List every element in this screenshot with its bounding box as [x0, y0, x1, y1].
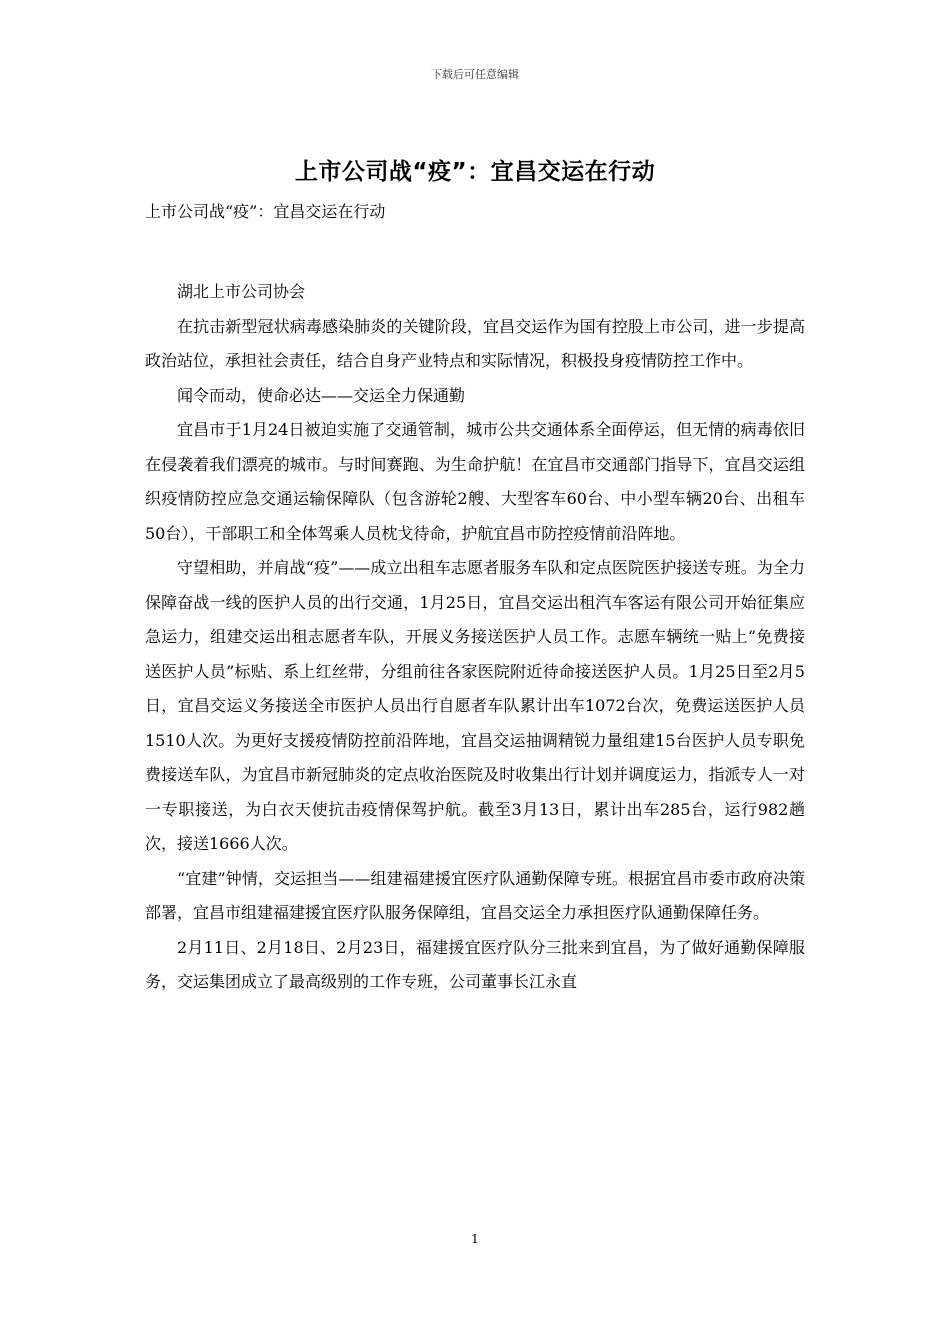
author-line: 湖北上市公司协会	[177, 282, 306, 301]
document-subtitle: 上市公司战“疫”：宜昌交运在行动	[145, 202, 386, 221]
paragraph-traffic-control: 宜昌市于1月24日被迫实施了交通管制，城市公共交通体系全面停运，但无情的病毒依旧在侵袭着我们漂亮的城市。与时间赛跑、为生命护航！在宜昌市交通部门指导下，宜昌交运组织疫情防控应急交通运输保障队（包含游轮2艘、大型客车60台、中小型车辆20台、出租车50台），干部职工和全体驾乘人员枕戈待命，护航宜昌市防控疫情前沿阵地。	[145, 420, 805, 543]
page-header: 下载后可任意编辑	[431, 68, 519, 81]
paragraph-intro: 在抗击新型冠状病毒感染肺炎的关键阶段，宜昌交运作为国有控股上市公司，进一步提高政治站位，承担社会责任，结合自身产业特点和实际情况，积极投身疫情防控工作中。	[145, 316, 805, 370]
section-heading-commute: 闻令而动，使命必达——交运全力保通勤	[177, 385, 466, 405]
paragraph-fujian-team: “宜建”钟情，交运担当——组建福建援宜医疗队通勤保障专班。根据宜昌市委市政府决策部署，宜昌市组建福建援宜医疗队服务保障组，宜昌交运全力承担医疗队通勤保障任务。	[145, 868, 805, 922]
paragraph-volunteer-fleet: 守望相助，并肩战“疫”——成立出租车志愿者服务车队和定点医院医护接送专班。为全力保障奋战一线的医护人员的出行交通，1月25日，宜昌交运出租汽车客运有限公司开始征集应急运力，组建交运出租志愿者车队，开展义务接送医护人员工作。志愿车辆统一贴上“免费接送医护人员”标贴、系上红丝带，分组前往各家医院附近待命接送医护人员。1月25日至2月5日，宜昌交运义务接送全市医护人员出行自愿者车队累计出车1072台次，免费运送医护人员1510人次。为更好支援疫情防控前沿阵地，宜昌交运抽调精锐力量组建15台医护人员专职免费接送车队，为宜昌市新冠肺炎的定点收治医院及时收集出行计划并调度运力，指派专人一对一专职接送，为白衣天使抗击疫情保驾护航。截至3月13日，累计出车285台，运行982趟次，接送1666人次。	[145, 558, 805, 853]
page-number: 1	[471, 1232, 479, 1246]
paragraph-arrival: 2月11日、2月18日、2月23日，福建援宜医疗队分三批来到宜昌，为了做好通勤保障服务，交运集团成立了最高级别的工作专班，公司董事长江永直	[145, 937, 805, 991]
document-title: 上市公司战“疫”：宜昌交运在行动	[294, 159, 656, 185]
document-body	[145, 275, 805, 1000]
